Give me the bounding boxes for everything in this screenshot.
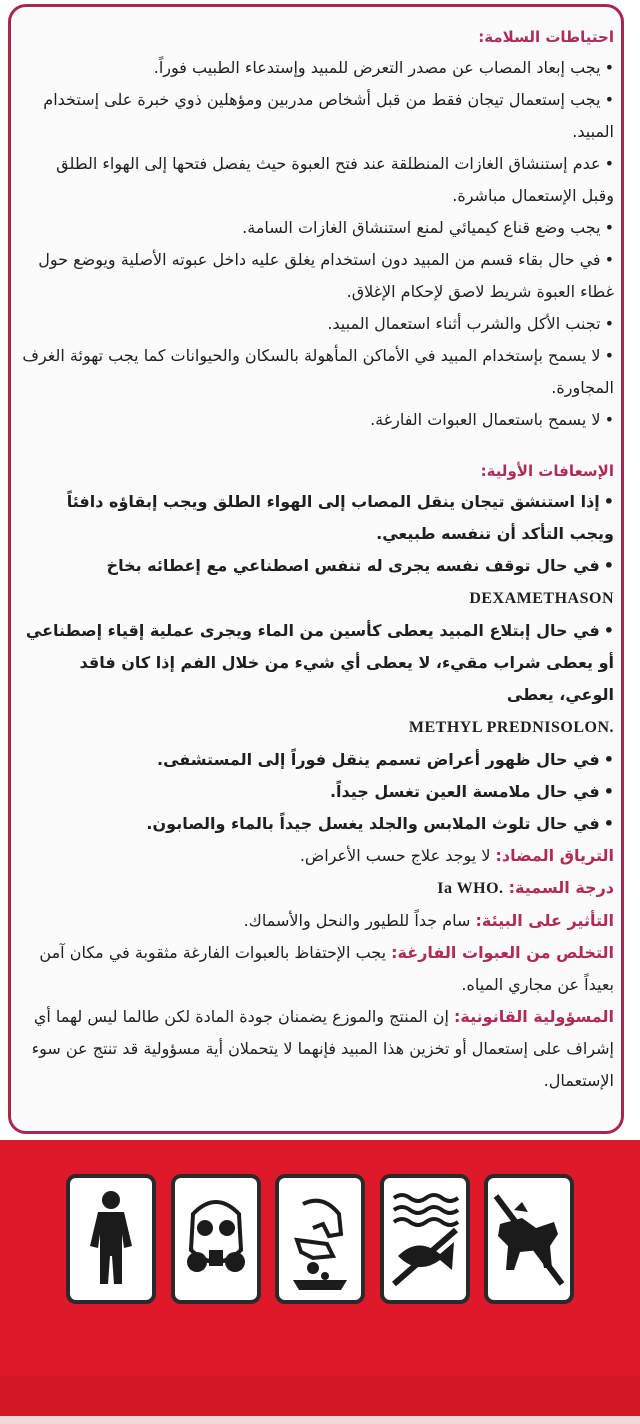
first-aid-item: •إذا استنشق تيجان ينقل المصاب إلى الهواء الطلق ويجب إبقاؤه دافئاً ويجب التأكد أن تنفسه طبيعي. (66, 492, 614, 543)
safety-list (20, 52, 614, 436)
no-animals-icon (484, 1174, 574, 1304)
first-aid-list (20, 486, 614, 840)
wash-hands-icon (275, 1174, 365, 1304)
safety-item: •لا يسمح بإستخدام المبيد في الأماكن المأهولة بالسكان والحيوانات كما يجب تهوئة الغرف المجاورة. (22, 346, 614, 397)
safety-item: •تجنب الأكل والشرب أثناء استعمال المبيد. (327, 314, 614, 333)
safety-item: •يجب إستعمال تيجان فقط من قبل أشخاص مدربين ومؤهلين ذوي خبرة على إستخدام المبيد. (43, 90, 614, 141)
first-aid-item: •في حال تلوث الملابس والجلد يغسل جيداً بالماء والصابون. (146, 814, 614, 833)
first-aid-item: •في حال ظهور أعراض تسمم ينقل فوراً إلى المستشفى. (156, 750, 614, 769)
antidote-field: الترياق المضاد: لا يوجد علاج حسب الأعراض. (299, 846, 614, 865)
label-text (20, 22, 614, 1097)
dexamethason-text: DEXAMETHASON (469, 590, 614, 607)
no-fish-icon (380, 1174, 470, 1304)
pictogram-band (0, 1140, 640, 1416)
first-aid-item: •في حال إبتلاع المبيد يعطى كأسين من الماء ويجرى عملية إقياء إصطناعي أو يعطى شراب مقيء، لا يعطى أي شيء من خلال الفم إذا كان فاقد الوعي، يعطى METHYL PREDNISOLON. (25, 621, 614, 736)
protective-suit-icon (66, 1174, 156, 1304)
safety-item: •لا يسمح باستعمال العبوات الفارغة. (370, 410, 614, 429)
safety-item: •عدم إستنشاق الغازات المنطلقة عند فتح العبوة حيث يفصل فتحها إلى الهواء الطلق وقبل الإستعمال مباشرة. (56, 154, 614, 205)
safety-item: •في حال بقاء قسم من المبيد دون استخدام يغلق عليه داخل عبوته الأصلية ويوضع حول غطاء العبوة شريط لاصق لإحكام الإغلاق. (38, 250, 614, 301)
disposal-field: التخلص من العبوات الفارغة: يجب الإحتفاظ بالعبوات الفارغة مثقوبة في مكان آمن بعيداً عن مجاري المياه. (39, 943, 614, 994)
first-aid-item: •في حال ملامسة العين تغسل جيداً. (329, 782, 614, 801)
environment-field: التأثير على البيئة: سام جداً للطيور والنحل والأسماك. (243, 911, 614, 930)
pictogram-row (66, 1174, 574, 1308)
safety-item: •يجب إبعاد المصاب عن مصدر التعرض للمبيد وإستدعاء الطبيب فوراً. (153, 58, 614, 77)
gas-mask-icon (171, 1174, 261, 1304)
liability-field: المسؤولية القانونية: إن المنتج والموزع يضمنان جودة المادة لكن طالما ليس لهما أي إشراف على إستعمال أو تخزين هذا المبيد فإنهما لا يتحملان أية مسؤولية قد تنتج عن سوء الإستعمال. (31, 1007, 614, 1090)
methyl-prednisolon-text: METHYL PREDNISOLON. (408, 719, 614, 736)
safety-heading: احتياطات السلامة: (478, 28, 614, 46)
toxicity-field: درجة السمية: Ia WHO. (437, 878, 614, 897)
first-aid-heading: الإسعافات الأولية: (480, 462, 614, 480)
first-aid-item: •في حال توقف نفسه يجرى له تنفس اصطناعي مع إعطائه بخاخ DEXAMETHASON (106, 556, 614, 607)
safety-item: •يجب وضع قناع كيميائي لمنع استنشاق الغازات السامة. (242, 218, 614, 237)
